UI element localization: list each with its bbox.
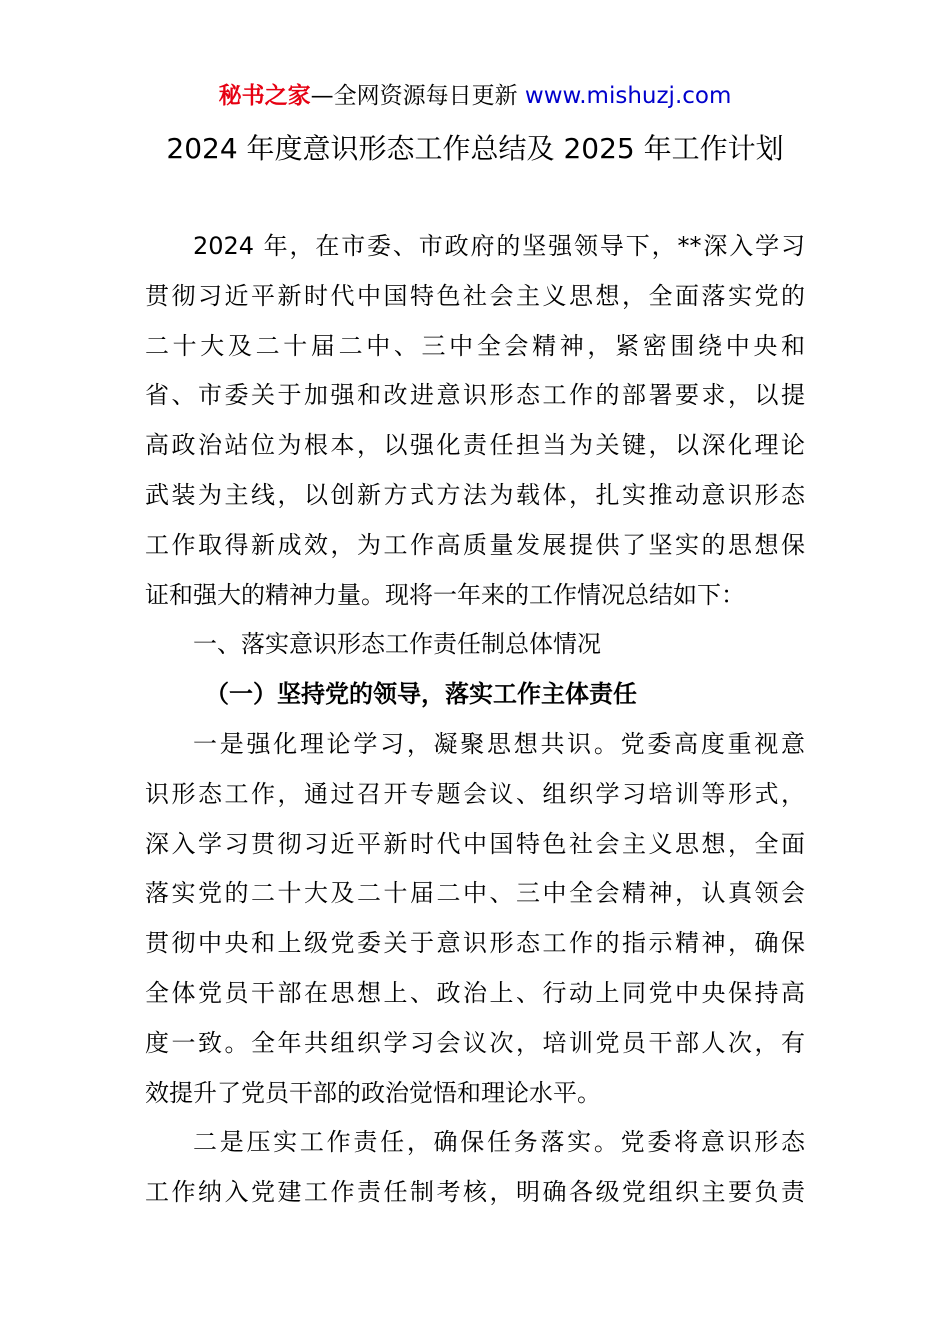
site-url-link[interactable]: www.mishuzj.com	[524, 83, 732, 109]
brand-name: 秘书之家	[218, 83, 311, 109]
document-body	[145, 222, 805, 1218]
paragraph-line: 度一致。全年共组织学习会议次，培训党员干部人次，有	[145, 1028, 805, 1057]
section-heading: 一、落实意识形态工作责任制总体情况	[193, 630, 601, 659]
intro-line: 高政治站位为根本，以强化责任担当为关键，以深化理论	[145, 431, 805, 460]
intro-line: 贯彻习近平新时代中国特色社会主义思想，全面落实党的	[145, 281, 805, 310]
paragraph-line: 效提升了党员干部的政治觉悟和理论水平。	[145, 1078, 601, 1107]
intro-line: 省、市委关于加强和改进意识形态工作的部署要求，以提	[145, 381, 805, 410]
paragraph-line: 识形态工作，通过召开专题会议、组织学习培训等形式，	[145, 779, 805, 808]
document-title: 2024 年度意识形态工作总结及 2025 年工作计划	[166, 132, 784, 165]
subsection-heading: （一）坚持党的领导，落实工作主体责任	[205, 680, 637, 709]
intro-line: 工作取得新成效，为工作高质量发展提供了坚实的思想保	[145, 530, 805, 559]
intro-line: 二十大及二十届二中、三中全会精神，紧密围绕中央和	[145, 331, 805, 360]
paragraph-line: 工作纳入党建工作责任制考核，明确各级党组织主要负责	[145, 1178, 805, 1207]
paragraph-line: 一是强化理论学习，凝聚思想共识。党委高度重视意	[193, 729, 805, 758]
intro-line: 证和强大的精神力量。现将一年来的工作情况总结如下：	[145, 580, 745, 609]
intro-line: 2024 年，在市委、市政府的坚强领导下，**深入学习	[193, 232, 805, 260]
intro-line: 武装为主线，以创新方式方法为载体，扎实推动意识形态	[145, 480, 805, 509]
site-header	[0, 80, 950, 112]
paragraph-line: 贯彻中央和上级党委关于意识形态工作的指示精神，确保	[145, 929, 805, 958]
paragraph-line: 二是压实工作责任，确保任务落实。党委将意识形态	[193, 1128, 805, 1157]
header-tagline: —全网资源每日更新	[310, 83, 518, 109]
paragraph-line: 落实党的二十大及二十届二中、三中全会精神，认真领会	[145, 879, 805, 908]
paragraph-line: 深入学习贯彻习近平新时代中国特色社会主义思想，全面	[145, 829, 805, 858]
paragraph-line: 全体党员干部在思想上、政治上、行动上同党中央保持高	[145, 978, 805, 1007]
